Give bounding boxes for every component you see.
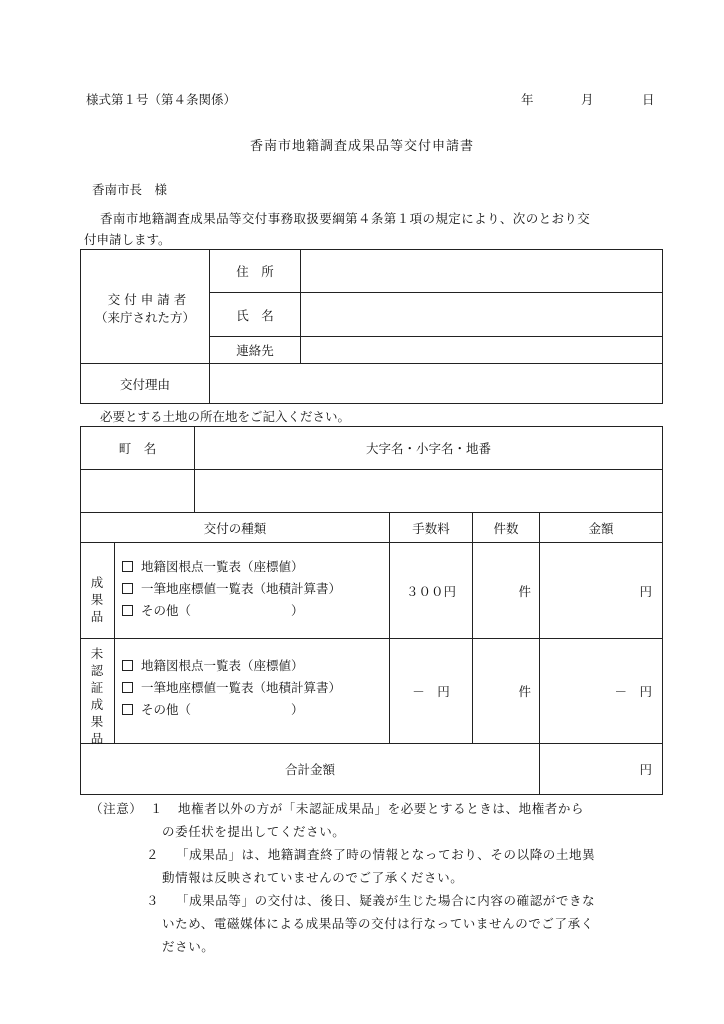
form-number: 様式第１号（第４条関係） (86, 92, 237, 107)
uncertified-amount[interactable]: － 円 (614, 684, 652, 699)
lot-header: 大字名・小字名・地番 (365, 441, 491, 456)
checkbox-icon[interactable] (122, 583, 133, 594)
uncertified-count[interactable]: 件 (518, 684, 531, 699)
note-3-line-1: 「成果品等」の交付は、後日、疑義が生じた場合に内容の確認ができな (176, 893, 596, 908)
address-label: 住 所 (236, 264, 274, 279)
total-amount[interactable]: 円 (639, 762, 652, 777)
checkbox-row[interactable]: その他（ ） (122, 600, 341, 622)
name-field[interactable] (301, 293, 662, 336)
note-1-line-1: 地権者以外の方が「未認証成果品」を必要とするときは、地権者から (178, 801, 585, 816)
note-1-line-2: の委任状を提出してください。 (162, 824, 346, 839)
group-label-deliverables: 成果品 (90, 575, 104, 624)
applicant-label: 交 付 申 請 者 (107, 292, 187, 307)
count-header: 件数 (493, 520, 519, 536)
checkbox-row[interactable]: その他（ ） (122, 699, 341, 721)
note-2-line-1: 「成果品」は、地籍調査終了時の情報となっており、その以降の土地異 (176, 847, 596, 862)
fee-header: 手数料 (412, 520, 450, 536)
deliverables-list (122, 556, 341, 622)
note-2-number: ２ (146, 847, 160, 862)
location-note: 必要とする土地の所在地をご記入ください。 (100, 409, 351, 424)
uncertified-fee: － 円 (412, 684, 450, 699)
applicant-sub-label: （来庁された方） (94, 310, 195, 325)
date-year-label: 年 (521, 92, 534, 107)
note-3-number: ３ (146, 893, 160, 908)
addressee: 香南市長 様 (92, 182, 168, 197)
address-field[interactable] (301, 250, 662, 292)
checkbox-icon[interactable] (122, 704, 133, 715)
intro-line-1: 香南市地籍調査成果品等交付事務取扱要綱第４条第１項の規定により、次のとおり交 (100, 211, 591, 226)
date-day-label: 日 (642, 92, 655, 107)
contact-field[interactable] (301, 337, 662, 363)
checkbox-row[interactable]: 地籍図根点一覧表（座標値） (122, 655, 341, 677)
deliverables-count[interactable]: 件 (518, 583, 531, 599)
checkbox-row[interactable]: 地籍図根点一覧表（座標値） (122, 556, 341, 578)
note-2-line-2: 動情報は反映されていませんのでご了承ください。 (162, 870, 464, 885)
intro-line-2: 付申請します。 (84, 232, 171, 247)
total-label: 合計金額 (284, 762, 335, 777)
lot-field[interactable] (195, 470, 662, 512)
name-label: 氏 名 (236, 307, 274, 323)
group-label-uncertified: 未認証成果品 (90, 646, 104, 746)
note-3-line-2: いため、電磁媒体による成果品等の交付は行なっていませんのでご了承く (162, 916, 594, 931)
contact-label: 連絡先 (236, 343, 274, 358)
town-name-field[interactable] (81, 470, 194, 512)
checkbox-icon[interactable] (122, 605, 133, 616)
note-1-number: １ (150, 801, 164, 816)
type-header: 交付の種類 (203, 520, 267, 536)
notes-prefix: （注意） (90, 801, 143, 816)
checkbox-icon[interactable] (122, 561, 133, 572)
deliverables-fee: ３００円 (405, 583, 456, 599)
checkbox-icon[interactable] (122, 682, 133, 693)
town-name-header: 町 名 (118, 441, 157, 456)
document-title: 香南市地籍調査成果品等交付申請書 (250, 139, 475, 154)
date-month-label: 月 (581, 92, 594, 107)
reason-label: 交付理由 (119, 376, 170, 392)
amount-header: 金額 (588, 520, 614, 536)
deliverables-amount[interactable]: 円 (639, 583, 652, 599)
note-3-line-3: ださい。 (162, 939, 215, 954)
checkbox-icon[interactable] (122, 660, 133, 671)
checkbox-row[interactable]: 一筆地座標値一覧表（地積計算書） (122, 677, 341, 699)
reason-field[interactable] (210, 364, 662, 403)
checkbox-row[interactable]: 一筆地座標値一覧表（地積計算書） (122, 578, 341, 600)
uncertified-list (122, 655, 341, 721)
